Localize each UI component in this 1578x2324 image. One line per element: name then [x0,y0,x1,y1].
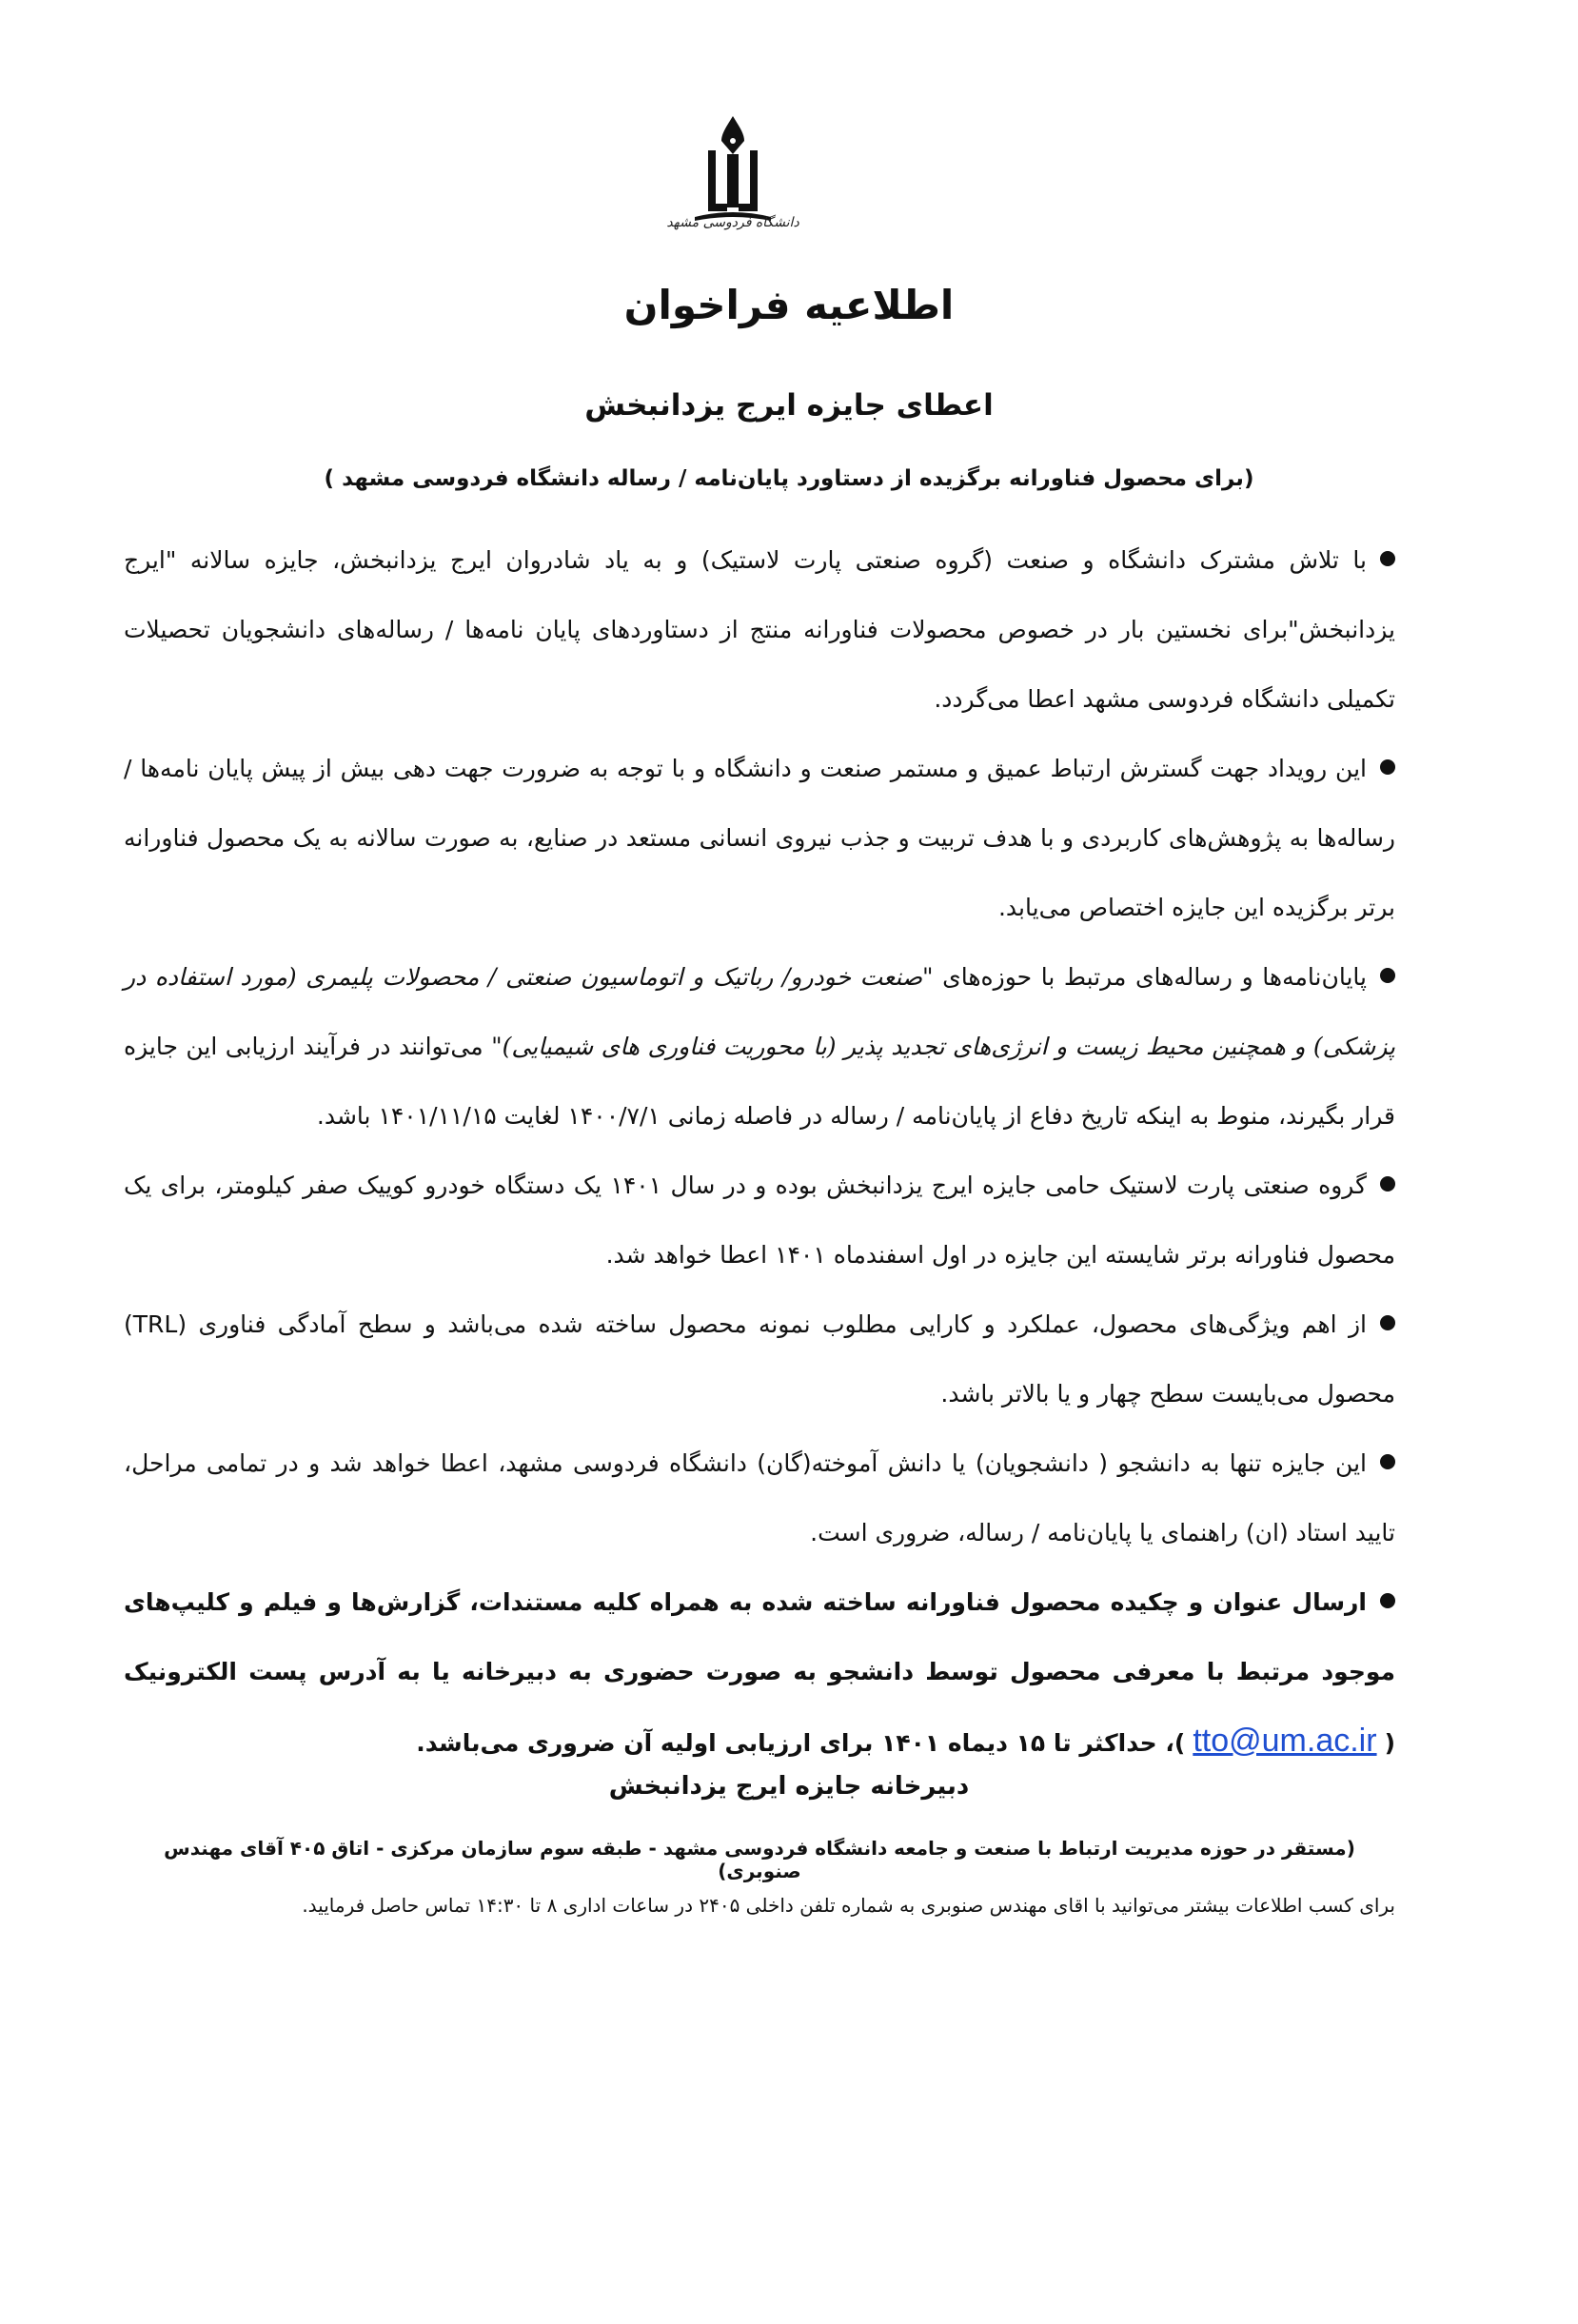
paragraph-5-text: از اهم ویژگی‌های محصول، عملکرد و کارایی مطلوب نمونه محصول ساخته شده می‌باشد و سطح آمادگی فناوری (TRL) محصول می‌بایست سطح چهار و یا بالاتر باشد. [124,1310,1395,1408]
announcement-body [124,525,1395,1778]
paragraph-3-start: پایان‌نامه‌ها و رساله‌های مرتبط با حوزه‌های [933,963,1367,991]
bullet-icon [1380,1454,1395,1469]
page-subnote: (برای محصول فناورانه برگزیده از دستاورد پایان‌نامه / رساله دانشگاه فردوسی مشهد ) [324,466,1254,491]
bullet-icon [1380,1315,1395,1330]
paragraph-1-text: با تلاش مشترک دانشگاه و صنعت (گروه صنعتی پارت لاستیک) و به یاد شادروان ایرج یزدانبخش، جایزه سالانه "ایرج یزدانبخش"برای نخستین بار در خصوص محصولات فناورانه منتج از دستاوردهای پایان نامه‌ها / رساله‌های دانشجویان تحصیلات تکمیلی دانشگاه فردوسی مشهد اعطا می‌گردد. [124,546,1395,713]
secretariat-address: (مستقر در حوزه مدیریت ارتباط با صنعت و جامعه دانشگاه فردوسی مشهد - طبقه سوم سازمان مرکزی - اتاق ۴۰۵ آقای مهندس صنوبری) [164,1837,1355,1882]
paragraph-6-text: این جایزه تنها به دانشجو ( دانشجویان) یا دانش آموخته(گان) دانشگاه فردوسی مشهد، اعطا خواهد شد و در تمامی مراحل، تایید استاد (ان) راهنمای یا پایان‌نامه / رساله، ضروری است. [124,1449,1395,1546]
bullet-icon [1380,1176,1395,1192]
page-subtitle: اعطای جایزه ایرج یزدانبخش [584,388,994,423]
email-link[interactable]: tto@um.ac.ir [1193,1723,1377,1759]
paragraph-4 [124,1151,1395,1290]
paragraph-2 [124,734,1395,942]
paragraph-2-text: این رویداد جهت گسترش ارتباط عمیق و مستمر صنعت و دانشگاه و با توجه به ضرورت جهت دهی بیش از پیش پایان نامه‌ها / رساله‌ها به پژوهش‌های کاربردی و با هدف تربیت و جذب نیروی انسانی مستعد در صنایع، به صورت سالانه به یک محصول فناورانه برتر برگزیده این جایزه اختصاص می‌یابد. [124,755,1395,921]
contact-info: برای کسب اطلاعات بیشتر می‌توانید با اقای مهندس صنوبری به شماره تلفن داخلی ۲۴۰۵ در ساعات اداری ۸ تا ۱۴:۳۰ تماس حاصل فرمایید. [302,1894,1395,1917]
page-title: اطلاعیه فراخوان [623,282,955,328]
bullet-icon [1380,759,1395,775]
paragraph-7-end: )، حداکثر تا ۱۵ دیماه ۱۴۰۱ برای ارزیابی اولیه آن ضروری می‌باشد. [416,1729,1186,1757]
logo-caption: دانشگاه فردوسی مشهد [666,215,799,230]
bullet-icon [1380,968,1395,983]
bullet-icon [1380,1593,1395,1608]
paragraph-7-start: ارسال عنوان و چکیده محصول فناورانه ساخته شده به همراه کلیه مستندات، گزارش‌ها و فیلم و کلیپ‌های موجود مرتبط با معرفی محصول توسط دانشجو به صورت حضوری به دبیرخانه یا به آدرس پست الکترونیک ( [124,1588,1395,1757]
paragraph-3-fields: "صنعت خودرو/ رباتیک و اتوماسیون صنعتی / محصولات پلیمری (مورد استفاده در پزشکی) و همچنین محیط زیست و انرژی‌های تجدید پذیر (با محوریت فناوری های شیمیایی)" [124,963,1395,1060]
bullet-icon [1380,551,1395,566]
paragraph-6 [124,1428,1395,1567]
paragraph-4-text: گروه صنعتی پارت لاستیک حامی جایزه ایرج یزدانبخش بوده و در سال ۱۴۰۱ یک دستگاه خودرو کوییک صفر کیلومتر، برای یک محصول فناورانه برتر شایسته این جایزه در اول اسفندماه ۱۴۰۱ اعطا خواهد شد. [124,1172,1395,1269]
paragraph-1 [124,525,1395,734]
secretariat-title: دبیرخانه جایزه ایرج یزدانبخش [608,1772,970,1801]
paragraph-7 [124,1567,1395,1778]
paragraph-3-end: می‌توانند در فرآیند ارزیابی این جایزه قرار بگیرند، منوط به اینکه تاریخ دفاع از پایان‌نامه / رساله در فاصله زمانی ۱۴۰۰/۷/۱ لغایت ۱۴۰۱/۱۱/۱۵ باشد. [124,1033,1395,1130]
paragraph-3 [124,942,1395,1151]
paragraph-5 [124,1290,1395,1428]
